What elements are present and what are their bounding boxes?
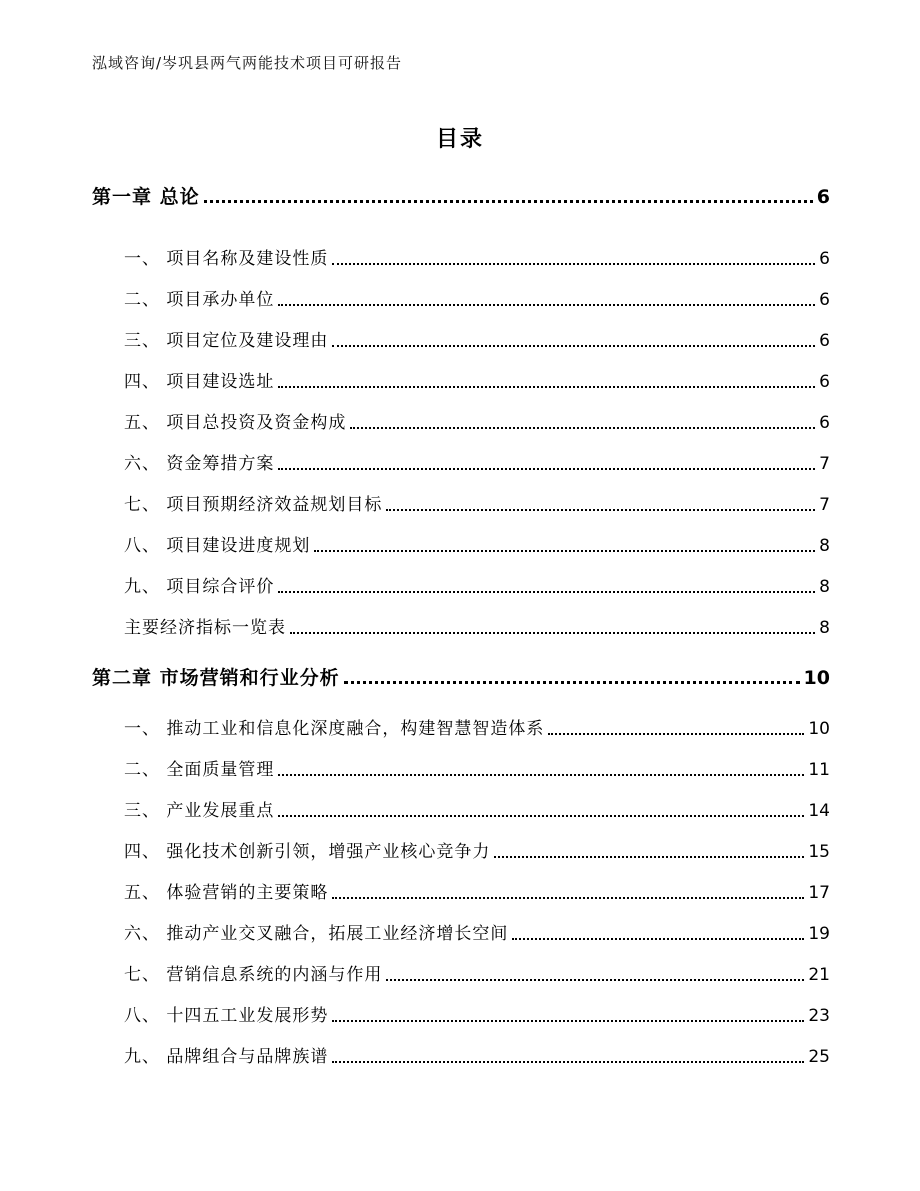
toc-entry-label: 二、 全面质量管理 [124,760,275,780]
dot-leader [204,200,813,203]
toc-entry-label: 四、 项目建设选址 [124,372,275,392]
toc-entry-label: 二、 项目承办单位 [124,290,275,310]
toc-entry-label: 五、 体验营销的主要策略 [124,883,329,903]
toc-entry-page: 15 [808,842,830,862]
toc-entry-page: 21 [808,965,830,985]
toc-entry-section[interactable] [92,799,830,823]
dot-leader [512,938,804,940]
dot-leader [278,774,804,776]
toc-entry-page: 6 [819,372,830,392]
dot-leader [278,591,815,593]
toc-entry-page: 6 [819,249,830,269]
toc-entry-section[interactable] [92,493,830,517]
toc-entry-label: 主要经济指标一览表 [124,618,286,638]
dot-leader [332,1061,804,1063]
toc-entry-page: 10 [808,719,830,739]
toc-entry-chapter[interactable] [92,185,830,209]
toc-entry-section[interactable] [92,717,830,741]
toc-entry-label: 九、 项目综合评价 [124,577,275,597]
toc-entry-section[interactable] [92,452,830,476]
toc-entry-section[interactable] [92,411,830,435]
toc-entry-section[interactable] [92,247,830,271]
toc-entry-label: 三、 产业发展重点 [124,801,275,821]
toc-entry-page: 17 [808,883,830,903]
toc-entry-page: 23 [808,1006,830,1026]
dot-leader [386,979,804,981]
toc-entry-section[interactable] [92,963,830,987]
dot-leader [332,263,815,265]
toc-entry-page: 14 [808,801,830,821]
toc-entry-section[interactable] [92,1004,830,1028]
toc-entry-label: 八、 项目建设进度规划 [124,536,311,556]
toc-entry-page: 6 [819,331,830,351]
toc-entry-label: 第二章 市场营销和行业分析 [92,667,340,689]
toc-entry-label: 六、 推动产业交叉融合，拓展工业经济增长空间 [124,924,509,944]
dot-leader [332,1020,804,1022]
toc-entry-page: 6 [819,413,830,433]
toc-entry-section[interactable] [92,370,830,394]
dot-leader [386,509,815,511]
dot-leader [350,427,815,429]
dot-leader [290,632,815,634]
dot-leader [314,550,815,552]
toc-entry-section[interactable] [92,758,830,782]
toc-entry-page: 6 [819,290,830,310]
dot-leader [332,345,815,347]
toc-entry-label: 一、 推动工业和信息化深度融合，构建智慧智造体系 [124,719,545,739]
toc-title: 目录 [435,127,484,152]
toc-entry-page: 8 [819,536,830,556]
toc-entry-page: 11 [808,760,830,780]
toc-entry-page: 7 [819,454,830,474]
toc-entry-label: 六、 资金筹措方案 [124,454,275,474]
toc-entry-page: 25 [808,1047,830,1067]
toc-entry-section[interactable] [92,575,830,599]
toc-entry-label: 七、 项目预期经济效益规划目标 [124,495,383,515]
toc-entry-page: 7 [819,495,830,515]
toc-entry-page: 8 [819,577,830,597]
toc-entry-chapter[interactable] [92,666,830,690]
dot-leader [548,733,804,735]
toc-entry-label: 八、 十四五工业发展形势 [124,1006,329,1026]
toc-entry-label: 一、 项目名称及建设性质 [124,249,329,269]
dot-leader [278,304,815,306]
dot-leader [332,897,804,899]
toc-entry-page: 6 [816,186,830,208]
dot-leader [278,815,804,817]
toc-entry-label: 三、 项目定位及建设理由 [124,331,329,351]
toc-entry-label: 九、 品牌组合与品牌族谱 [124,1047,329,1067]
running-header: 泓域咨询/岑巩县两气两能技术项目可研报告 [92,54,403,72]
toc-entry-page: 8 [819,618,830,638]
toc-entry-section[interactable] [92,840,830,864]
toc-entry-page: 10 [803,667,830,689]
dot-leader [344,681,800,684]
dot-leader [278,468,815,470]
toc-entry-section[interactable] [92,288,830,312]
toc-entry-page: 19 [808,924,830,944]
toc-entry-section[interactable] [92,534,830,558]
toc-entry-section[interactable] [92,922,830,946]
toc-entry-section[interactable] [92,616,830,640]
toc-entry-section[interactable] [92,1045,830,1069]
toc-entry-section[interactable] [92,881,830,905]
toc-entry-label: 七、 营销信息系统的内涵与作用 [124,965,383,985]
toc-entry-label: 四、 强化技术创新引领，增强产业核心竞争力 [124,842,491,862]
dot-leader [278,386,815,388]
toc-entry-section[interactable] [92,329,830,353]
toc-entry-label: 五、 项目总投资及资金构成 [124,413,347,433]
dot-leader [494,856,804,858]
toc-entry-label: 第一章 总论 [92,186,200,208]
